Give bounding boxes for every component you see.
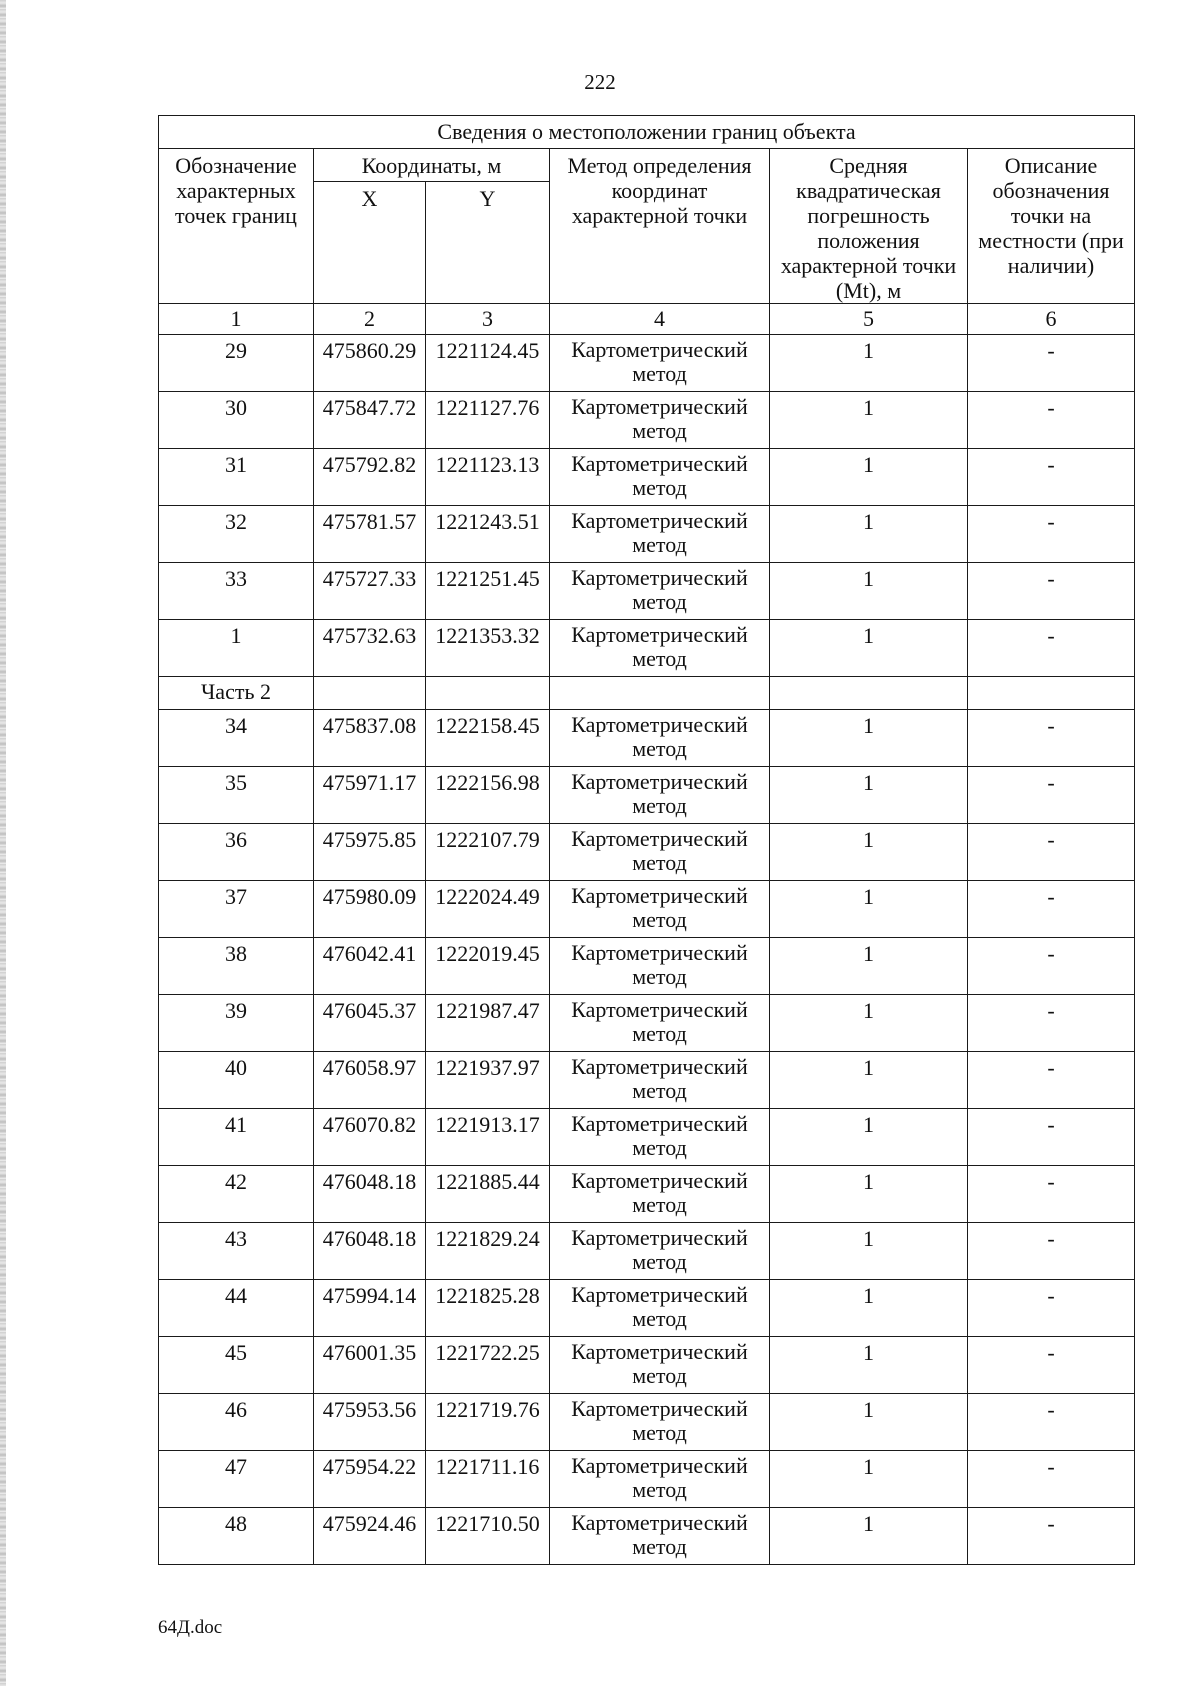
cell-description: - bbox=[968, 995, 1135, 1052]
cell-method: Картометрический метод bbox=[550, 449, 770, 506]
cell-point: 32 bbox=[159, 506, 314, 563]
cell-x: 476070.82 bbox=[314, 1109, 426, 1166]
cell-error: 1 bbox=[770, 335, 968, 392]
table-row bbox=[159, 1394, 1135, 1451]
column-number: 2 bbox=[314, 304, 426, 335]
boundary-table-container bbox=[158, 115, 1134, 1565]
cell-description: - bbox=[968, 1166, 1135, 1223]
cell-x: 476045.37 bbox=[314, 995, 426, 1052]
cell-x: 475924.46 bbox=[314, 1508, 426, 1565]
page-number: 222 bbox=[584, 70, 616, 94]
scan-edge bbox=[0, 0, 6, 1686]
cell-description: - bbox=[968, 1109, 1135, 1166]
cell-error: 1 bbox=[770, 1508, 968, 1565]
cell-point: 38 bbox=[159, 938, 314, 995]
table-row bbox=[159, 335, 1135, 392]
table-row bbox=[159, 1280, 1135, 1337]
column-number: 1 bbox=[159, 304, 314, 335]
cell-description: - bbox=[968, 938, 1135, 995]
cell-x: 476058.97 bbox=[314, 1052, 426, 1109]
table-row bbox=[159, 1337, 1135, 1394]
cell-point: 36 bbox=[159, 824, 314, 881]
table-row bbox=[159, 767, 1135, 824]
cell-method: Картометрический метод bbox=[550, 881, 770, 938]
cell-y: 1221710.50 bbox=[426, 1508, 550, 1565]
table-row bbox=[159, 938, 1135, 995]
cell-point: 29 bbox=[159, 335, 314, 392]
cell-x: 476048.18 bbox=[314, 1166, 426, 1223]
header-description: Описание обозначения точки на местности (при наличии) bbox=[968, 149, 1135, 304]
empty-cell bbox=[426, 677, 550, 710]
cell-point: 48 bbox=[159, 1508, 314, 1565]
cell-description: - bbox=[968, 1451, 1135, 1508]
cell-x: 476001.35 bbox=[314, 1337, 426, 1394]
cell-description: - bbox=[968, 1223, 1135, 1280]
cell-point: 37 bbox=[159, 881, 314, 938]
cell-x: 475860.29 bbox=[314, 335, 426, 392]
empty-cell bbox=[770, 677, 968, 710]
cell-method: Картометрический метод bbox=[550, 1223, 770, 1280]
cell-error: 1 bbox=[770, 995, 968, 1052]
cell-method: Картометрический метод bbox=[550, 506, 770, 563]
table-row bbox=[159, 1052, 1135, 1109]
cell-x: 475971.17 bbox=[314, 767, 426, 824]
cell-point: 42 bbox=[159, 1166, 314, 1223]
cell-x: 475847.72 bbox=[314, 392, 426, 449]
cell-description: - bbox=[968, 1280, 1135, 1337]
cell-error: 1 bbox=[770, 1394, 968, 1451]
header-x: X bbox=[314, 182, 426, 304]
cell-method: Картометрический метод bbox=[550, 995, 770, 1052]
cell-y: 1221719.76 bbox=[426, 1394, 550, 1451]
cell-point: 1 bbox=[159, 620, 314, 677]
cell-point: 47 bbox=[159, 1451, 314, 1508]
cell-x: 475732.63 bbox=[314, 620, 426, 677]
part-row bbox=[159, 677, 1135, 710]
cell-description: - bbox=[968, 1508, 1135, 1565]
cell-y: 1222107.79 bbox=[426, 824, 550, 881]
cell-description: - bbox=[968, 824, 1135, 881]
cell-y: 1221937.97 bbox=[426, 1052, 550, 1109]
cell-error: 1 bbox=[770, 620, 968, 677]
cell-point: 39 bbox=[159, 995, 314, 1052]
cell-description: - bbox=[968, 1394, 1135, 1451]
cell-y: 1221123.13 bbox=[426, 449, 550, 506]
cell-point: 31 bbox=[159, 449, 314, 506]
column-number: 3 bbox=[426, 304, 550, 335]
cell-y: 1221353.32 bbox=[426, 620, 550, 677]
cell-y: 1222019.45 bbox=[426, 938, 550, 995]
cell-method: Картометрический метод bbox=[550, 392, 770, 449]
cell-description: - bbox=[968, 767, 1135, 824]
cell-error: 1 bbox=[770, 1451, 968, 1508]
cell-method: Картометрический метод bbox=[550, 335, 770, 392]
cell-method: Картометрический метод bbox=[550, 1394, 770, 1451]
cell-point: 44 bbox=[159, 1280, 314, 1337]
cell-description: - bbox=[968, 710, 1135, 767]
cell-error: 1 bbox=[770, 1166, 968, 1223]
cell-method: Картометрический метод bbox=[550, 824, 770, 881]
cell-x: 475781.57 bbox=[314, 506, 426, 563]
cell-error: 1 bbox=[770, 1052, 968, 1109]
cell-x: 475953.56 bbox=[314, 1394, 426, 1451]
cell-description: - bbox=[968, 392, 1135, 449]
empty-cell bbox=[968, 677, 1135, 710]
cell-point: 34 bbox=[159, 710, 314, 767]
table-row bbox=[159, 995, 1135, 1052]
cell-y: 1221243.51 bbox=[426, 506, 550, 563]
header-error: Средняя квадратическая погрешность положения характерной точки (Mt), м bbox=[770, 149, 968, 304]
boundary-coordinates-table bbox=[158, 115, 1135, 1565]
table-row bbox=[159, 710, 1135, 767]
table-row bbox=[159, 824, 1135, 881]
cell-method: Картометрический метод bbox=[550, 563, 770, 620]
cell-method: Картометрический метод bbox=[550, 938, 770, 995]
cell-method: Картометрический метод bbox=[550, 1451, 770, 1508]
cell-x: 475980.09 bbox=[314, 881, 426, 938]
table-row bbox=[159, 392, 1135, 449]
cell-y: 1222158.45 bbox=[426, 710, 550, 767]
cell-error: 1 bbox=[770, 563, 968, 620]
cell-x: 475837.08 bbox=[314, 710, 426, 767]
cell-method: Картометрический метод bbox=[550, 1508, 770, 1565]
cell-description: - bbox=[968, 506, 1135, 563]
cell-point: 40 bbox=[159, 1052, 314, 1109]
table-row bbox=[159, 1508, 1135, 1565]
cell-y: 1221124.45 bbox=[426, 335, 550, 392]
cell-point: 45 bbox=[159, 1337, 314, 1394]
cell-error: 1 bbox=[770, 392, 968, 449]
cell-point: 41 bbox=[159, 1109, 314, 1166]
cell-error: 1 bbox=[770, 506, 968, 563]
cell-description: - bbox=[968, 1337, 1135, 1394]
table-row bbox=[159, 563, 1135, 620]
table-row bbox=[159, 1109, 1135, 1166]
cell-method: Картометрический метод bbox=[550, 710, 770, 767]
cell-error: 1 bbox=[770, 1223, 968, 1280]
header-method: Метод определения координат характерной точки bbox=[550, 149, 770, 304]
table-body bbox=[159, 116, 1135, 1565]
cell-y: 1221987.47 bbox=[426, 995, 550, 1052]
header-row bbox=[159, 149, 1135, 182]
table-row bbox=[159, 620, 1135, 677]
cell-y: 1221711.16 bbox=[426, 1451, 550, 1508]
cell-method: Картометрический метод bbox=[550, 767, 770, 824]
column-number: 6 bbox=[968, 304, 1135, 335]
cell-x: 476042.41 bbox=[314, 938, 426, 995]
cell-method: Картометрический метод bbox=[550, 1052, 770, 1109]
cell-error: 1 bbox=[770, 881, 968, 938]
header-y: Y bbox=[426, 182, 550, 304]
cell-error: 1 bbox=[770, 1109, 968, 1166]
cell-point: 30 bbox=[159, 392, 314, 449]
cell-method: Картометрический метод bbox=[550, 620, 770, 677]
table-row bbox=[159, 506, 1135, 563]
cell-y: 1222156.98 bbox=[426, 767, 550, 824]
table-row bbox=[159, 449, 1135, 506]
cell-point: 35 bbox=[159, 767, 314, 824]
cell-error: 1 bbox=[770, 1337, 968, 1394]
table-row bbox=[159, 1166, 1135, 1223]
empty-cell bbox=[314, 677, 426, 710]
header-point-designation: Обозначение характерных точек границ bbox=[159, 149, 314, 304]
cell-y: 1221251.45 bbox=[426, 563, 550, 620]
cell-error: 1 bbox=[770, 710, 968, 767]
cell-description: - bbox=[968, 449, 1135, 506]
cell-method: Картометрический метод bbox=[550, 1109, 770, 1166]
cell-x: 475975.85 bbox=[314, 824, 426, 881]
cell-y: 1221829.24 bbox=[426, 1223, 550, 1280]
empty-cell bbox=[550, 677, 770, 710]
caption-row bbox=[159, 116, 1135, 149]
cell-description: - bbox=[968, 563, 1135, 620]
cell-y: 1221885.44 bbox=[426, 1166, 550, 1223]
cell-description: - bbox=[968, 1052, 1135, 1109]
cell-method: Картометрический метод bbox=[550, 1280, 770, 1337]
footer-filename: 64Д.doc bbox=[158, 1617, 223, 1638]
cell-error: 1 bbox=[770, 824, 968, 881]
cell-point: 46 bbox=[159, 1394, 314, 1451]
cell-y: 1221825.28 bbox=[426, 1280, 550, 1337]
cell-x: 475727.33 bbox=[314, 563, 426, 620]
cell-description: - bbox=[968, 881, 1135, 938]
cell-method: Картометрический метод bbox=[550, 1337, 770, 1394]
table-row bbox=[159, 1223, 1135, 1280]
cell-x: 475954.22 bbox=[314, 1451, 426, 1508]
cell-y: 1221127.76 bbox=[426, 392, 550, 449]
cell-error: 1 bbox=[770, 449, 968, 506]
cell-x: 475994.14 bbox=[314, 1280, 426, 1337]
cell-method: Картометрический метод bbox=[550, 1166, 770, 1223]
cell-point: 33 bbox=[159, 563, 314, 620]
cell-x: 475792.82 bbox=[314, 449, 426, 506]
cell-point: 43 bbox=[159, 1223, 314, 1280]
cell-description: - bbox=[968, 335, 1135, 392]
column-number: 5 bbox=[770, 304, 968, 335]
table-row bbox=[159, 881, 1135, 938]
column-number: 4 bbox=[550, 304, 770, 335]
cell-y: 1221913.17 bbox=[426, 1109, 550, 1166]
cell-error: 1 bbox=[770, 938, 968, 995]
cell-description: - bbox=[968, 620, 1135, 677]
cell-x: 476048.18 bbox=[314, 1223, 426, 1280]
table-caption: Сведения о местоположении границ объекта bbox=[159, 116, 1135, 149]
table-row bbox=[159, 1451, 1135, 1508]
cell-error: 1 bbox=[770, 1280, 968, 1337]
cell-y: 1221722.25 bbox=[426, 1337, 550, 1394]
header-coordinates: Координаты, м bbox=[314, 149, 550, 182]
cell-error: 1 bbox=[770, 767, 968, 824]
column-numbers-row bbox=[159, 304, 1135, 335]
part-label: Часть 2 bbox=[159, 677, 314, 710]
cell-y: 1222024.49 bbox=[426, 881, 550, 938]
